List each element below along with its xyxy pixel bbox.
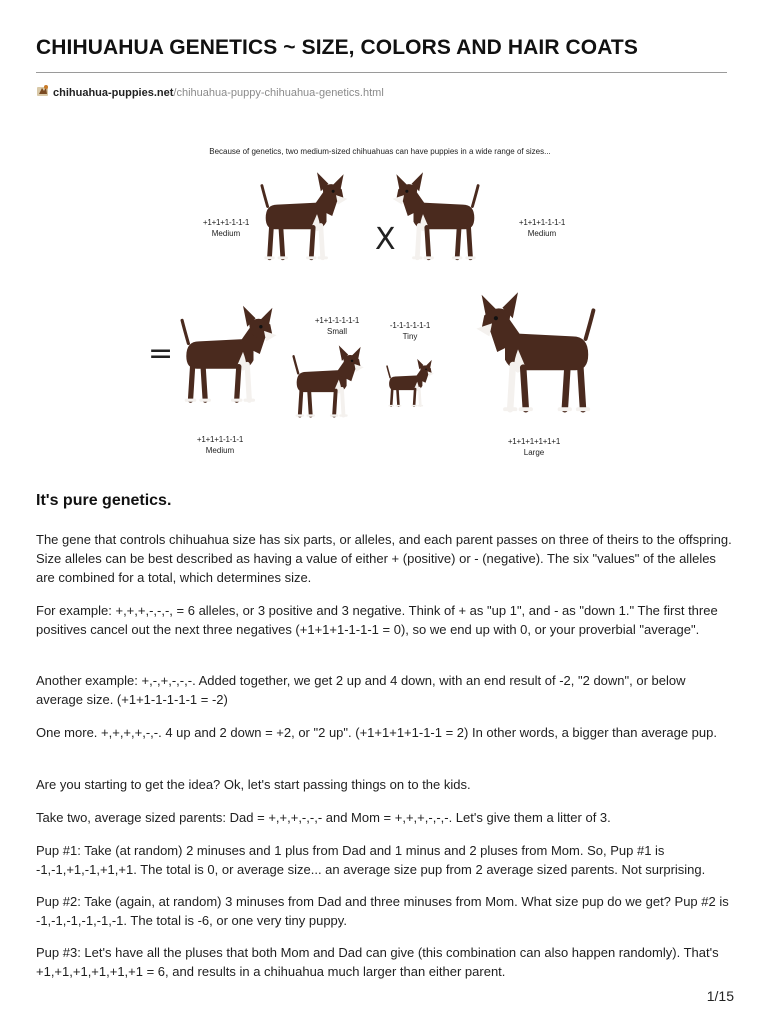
paragraph: Pup #1: Take (at random) 2 minuses and 1 plus from Dad and 1 minus and 2 pluses from Mom. So, Pup #1 is -1,-1,+1,-1,+1,+1. The total is 0, or average size... an average size pup from 2 average sized parents. Not surprising. xyxy=(36,843,706,877)
label-parent-right xyxy=(502,217,582,239)
dog-pup-tiny xyxy=(387,359,434,406)
dog-parent-right xyxy=(393,172,479,257)
paragraph: One more. +,+,+,+,-,-. 4 up and 2 down = +2, or "2 up". (+1+1+1+1-1-1 = 2) In other words, a bigger than average pup. xyxy=(36,725,717,740)
dog-parent-left xyxy=(262,172,348,257)
source-path[interactable]: /chihuahua-puppy-chihuahua-genetics.html xyxy=(173,87,384,99)
label-size: Medium xyxy=(211,229,241,238)
paragraph: Pup #2: Take (again, at random) 3 minuses from Dad and three minuses from Mom. What size pup do we get? Pup #2 is -1,-1,-1,-1,-1,-1. The total is -6, or one very tiny puppy. xyxy=(36,894,729,928)
section-heading: It's pure genetics. xyxy=(36,492,172,509)
label-code: +1+1+1-1-1-1 xyxy=(518,218,566,227)
title-divider xyxy=(36,72,727,73)
paragraph: The gene that controls chihuahua size has six parts, or alleles, and each parent passes on three of theirs to the offspring. Size alleles can be best described as having a value of either + (positive) or - (negative). The six "values" of the alleles are combined for a total, which determines size. xyxy=(36,532,732,585)
figure-dogs xyxy=(140,140,620,470)
label-pup-tiny xyxy=(370,320,450,342)
paragraph: Are you starting to get the idea? Ok, let's start passing things on to the kids. xyxy=(36,777,471,792)
dog-pup-medium xyxy=(182,306,276,400)
label-size: Small xyxy=(326,327,347,336)
figure-caption: Because of genetics, two medium-sized chihuahuas can have puppies in a wide range of sizes... xyxy=(209,147,551,156)
paragraph: Pup #3: Let's have all the pluses that both Mom and Dad can give (this combination can also happen randomly). That's +1,+1,+1,+1,+1,+1 = 6, and results in a chihuahua much larger than either parent. xyxy=(36,945,719,979)
label-pup-small xyxy=(297,315,377,337)
label-size: Large xyxy=(523,448,545,457)
label-code: +1+1+1+1+1+1 xyxy=(507,437,561,446)
label-size: Medium xyxy=(205,446,235,455)
label-parent-left xyxy=(186,217,266,239)
label-code: +1+1+1-1-1-1 xyxy=(196,435,244,444)
label-size: Medium xyxy=(527,229,557,238)
label-pup-medium xyxy=(180,434,260,456)
equals-symbol: = xyxy=(148,336,174,371)
label-code: -1-1-1-1-1-1 xyxy=(389,321,431,330)
label-code: +1+1+1-1-1-1 xyxy=(202,218,250,227)
site-favicon-icon xyxy=(36,84,50,98)
size-genetics-figure xyxy=(140,140,620,470)
label-code: +1+1-1-1-1-1 xyxy=(314,316,360,325)
dog-pup-small xyxy=(294,345,364,415)
label-pup-large xyxy=(494,436,574,458)
times-symbol: X xyxy=(375,222,396,257)
label-size: Tiny xyxy=(402,332,418,341)
source-domain[interactable]: chihuahua-puppies.net xyxy=(53,87,174,99)
dog-pup-large xyxy=(476,292,593,409)
paragraph: Take two, average sized parents: Dad = +,+,+,-,-,- and Mom = +,+,+,-,-,-. Let's give them a litter of 3. xyxy=(36,810,611,825)
paragraph: Another example: +,-,+,-,-,-. Added together, we get 2 up and 4 down, with an end result of -2, "2 down", or below average size. (+1+1-1-1-1-1 = -2) xyxy=(36,673,686,707)
source-line xyxy=(36,84,384,99)
paragraph: For example: +,+,+,-,-,-, = 6 alleles, or 3 positive and 3 negative. Think of + as "up 1", and - as "down 1." The first three positives cancel out the next three negatives (+1+1+1-1-1-1 = 0), so we end up with 0, or your proverbial "average". xyxy=(36,603,718,637)
document-title: CHIHUAHUA GENETICS ~ SIZE, COLORS AND HAIR COATS xyxy=(36,36,638,59)
page-number: 1/15 xyxy=(706,988,734,1004)
